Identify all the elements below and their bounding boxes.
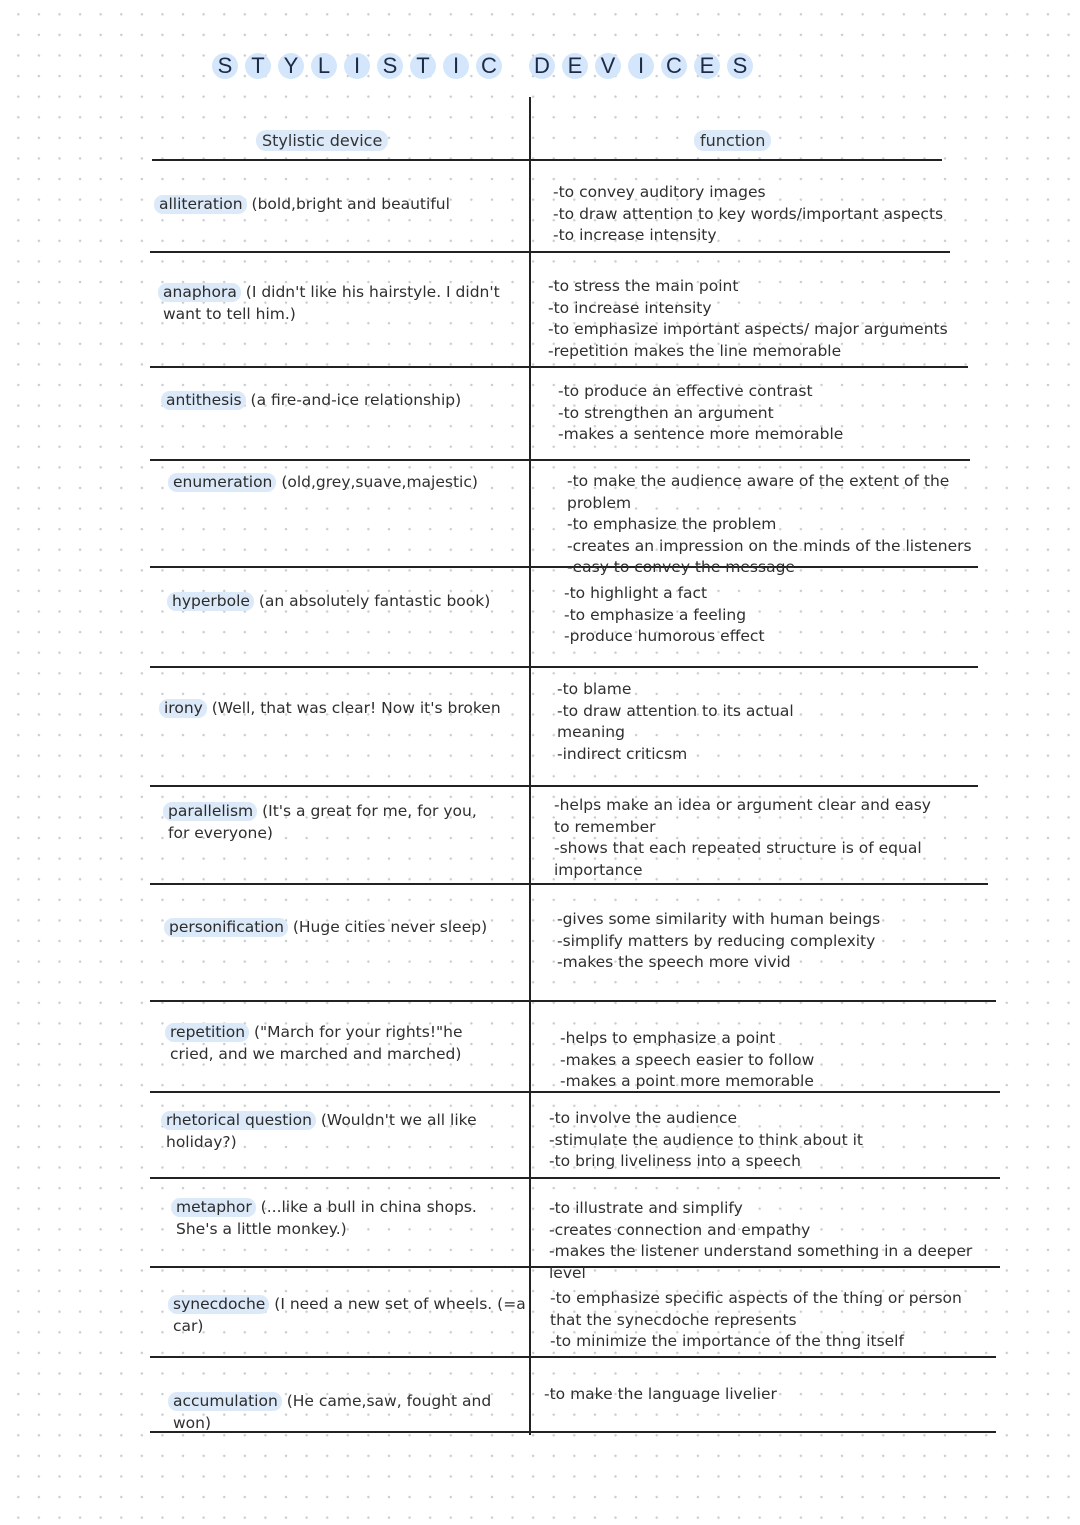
function-item: -helps make an idea or argument clear and easy [554, 796, 931, 814]
device-term: enumeration [168, 473, 276, 492]
function-item: -to convey auditory images [553, 183, 766, 201]
row-rule [150, 366, 968, 368]
device-example: (It's a great for me, for you, for everyone) [168, 802, 477, 842]
function-list [560, 1028, 1000, 1093]
function-item: -to minimize the importance of the thng itself [550, 1332, 904, 1351]
function-item: -indirect criticsm [557, 744, 688, 763]
device-cell [164, 698, 524, 720]
title-letter: V [595, 53, 621, 79]
device-cell [176, 1197, 506, 1240]
function-item: -to stress the main point [548, 277, 739, 295]
function-item: -to increase intensity [553, 226, 717, 245]
title-letter: C [661, 53, 687, 79]
device-cell [166, 390, 526, 412]
device-cell [166, 1110, 521, 1153]
device-example: (a fire-and-ice relationship) [245, 391, 462, 409]
function-item: -creates connection and empathy [549, 1220, 811, 1239]
function-list [544, 1384, 984, 1406]
device-example: (an absolutely fantastic book) [253, 592, 491, 610]
device-example: (I need a new set of wheels. (=a car) [173, 1295, 526, 1335]
function-list [558, 381, 998, 446]
title-letter: L [311, 53, 337, 79]
function-item: -to bring liveliness into a speech [549, 1152, 801, 1171]
function-item: -simplify matters by reducing complexity [557, 931, 876, 950]
row-rule [150, 251, 950, 253]
device-example: ("March for your rights!"he cried, and we marched and marched) [170, 1023, 463, 1063]
device-cell [173, 1391, 533, 1434]
function-item: meaning [557, 723, 625, 742]
function-item: -helps to emphasize a point [560, 1029, 776, 1047]
device-term: hyperbole [167, 592, 254, 611]
row-rule [150, 666, 978, 668]
device-cell [172, 591, 532, 613]
device-term: accumulation [168, 1392, 282, 1411]
row-rule [150, 1356, 996, 1358]
function-item: -to emphasize specific aspects of the thing or person that the synecdoche represents [550, 1289, 962, 1329]
function-list [548, 276, 988, 362]
column-divider [529, 97, 531, 1435]
device-cell [159, 194, 519, 216]
function-item: -to make the audience aware of the extent of the problem [567, 472, 950, 512]
device-term: alliteration [154, 195, 247, 214]
header-rule [152, 159, 942, 161]
page-title [212, 50, 760, 82]
device-example: (Wouldn't we all like holiday?) [166, 1111, 477, 1151]
device-cell [168, 801, 498, 844]
row-rule [150, 883, 988, 885]
device-term: irony [159, 699, 207, 718]
function-item: -makes a speech easier to follow [560, 1050, 815, 1069]
device-term: antithesis [161, 391, 246, 410]
device-cell [163, 282, 513, 325]
title-letter: I [628, 53, 654, 79]
device-example: (bold,bright and beautiful [246, 195, 450, 213]
device-term: parallelism [163, 802, 257, 821]
title-letter: T [410, 53, 436, 79]
column-header-function-label: function [694, 130, 771, 151]
device-term: repetition [165, 1023, 249, 1042]
column-header-device-label: Stylistic device [256, 130, 388, 151]
function-item: -stimulate the audience to think about it [549, 1130, 863, 1149]
title-letter: C [476, 53, 502, 79]
row-rule [150, 785, 978, 787]
function-list [567, 471, 977, 579]
title-letter: S [212, 53, 238, 79]
function-item: -to emphasize a feeling [564, 605, 747, 624]
function-item: -to involve the audience [549, 1109, 738, 1127]
device-term: metaphor [171, 1198, 256, 1217]
function-list [550, 1288, 985, 1353]
title-letter: Y [278, 53, 304, 79]
device-example: (old,grey,suave,majestic) [276, 473, 478, 491]
function-item: -gives some similarity with human beings [557, 910, 881, 928]
device-cell [173, 472, 533, 494]
function-list [549, 1108, 989, 1173]
device-example: (I didn't like his hairstyle. I didn't want to tell him.) [163, 283, 500, 323]
function-item: -to produce an effective contrast [558, 382, 813, 400]
title-letter: S [377, 53, 403, 79]
title-letter: E [694, 53, 720, 79]
function-item: -to highlight a fact [564, 584, 708, 602]
title-letter: I [443, 53, 469, 79]
device-example: (He came,saw, fought and won) [173, 1392, 492, 1432]
device-cell [173, 1294, 528, 1337]
function-item: -makes the speech more vivid [557, 953, 791, 972]
function-item: -makes a sentence more memorable [558, 425, 844, 444]
function-list [553, 182, 993, 247]
function-item: -to illustrate and simplify [549, 1199, 743, 1217]
title-word [212, 53, 509, 79]
device-cell [170, 1022, 490, 1065]
row-rule [150, 1177, 1000, 1179]
device-example: (...like a bull in china shops. She's a little monkey.) [176, 1198, 477, 1238]
function-item: -repetition makes the line memorable [548, 341, 842, 360]
title-letter: E [562, 53, 588, 79]
function-list [564, 583, 1004, 648]
function-item: -to draw attention to key words/important aspects [553, 204, 944, 223]
function-item: -produce humorous effect [564, 627, 765, 646]
column-header-device [256, 131, 388, 150]
function-item: -easy to convey the message [567, 558, 795, 577]
function-item: -to make the language livelier [544, 1385, 777, 1403]
function-item: -makes the listener understand something in a deeper level [549, 1242, 973, 1282]
function-list [549, 1198, 994, 1284]
function-item: importance [554, 860, 643, 879]
device-term: synecdoche [168, 1295, 269, 1314]
function-item: -to increase intensity [548, 298, 712, 317]
device-example: (Huge cities never sleep) [287, 918, 488, 936]
function-item: -makes a point more memorable [560, 1072, 814, 1091]
device-term: anaphora [158, 283, 241, 302]
function-item: -creates an impression on the minds of the listeners [567, 536, 972, 555]
device-example: (Well, that was clear! Now it's broken [206, 699, 501, 717]
function-item: -to strengthen an argument [558, 403, 774, 422]
title-letter: D [529, 53, 555, 79]
function-list [557, 909, 997, 974]
column-header-function [694, 131, 771, 150]
title-letter: I [344, 53, 370, 79]
device-term: rhetorical question [161, 1111, 316, 1130]
function-item: -to draw attention to its actual [557, 701, 794, 720]
row-rule [150, 459, 970, 461]
device-term: personification [164, 918, 288, 937]
device-cell [169, 917, 529, 939]
row-rule [150, 1000, 996, 1002]
function-item: -to blame [557, 680, 632, 698]
function-item: -to emphasize important aspects/ major arguments [548, 320, 948, 339]
title-letter: S [727, 53, 753, 79]
function-item: -to emphasize the problem [567, 515, 777, 534]
title-letter: T [245, 53, 271, 79]
function-list [554, 795, 934, 881]
function-list [557, 679, 997, 765]
title-word [529, 53, 760, 79]
function-item: to remember [554, 817, 656, 836]
function-item: -shows that each repeated structure is of equal [554, 839, 922, 858]
